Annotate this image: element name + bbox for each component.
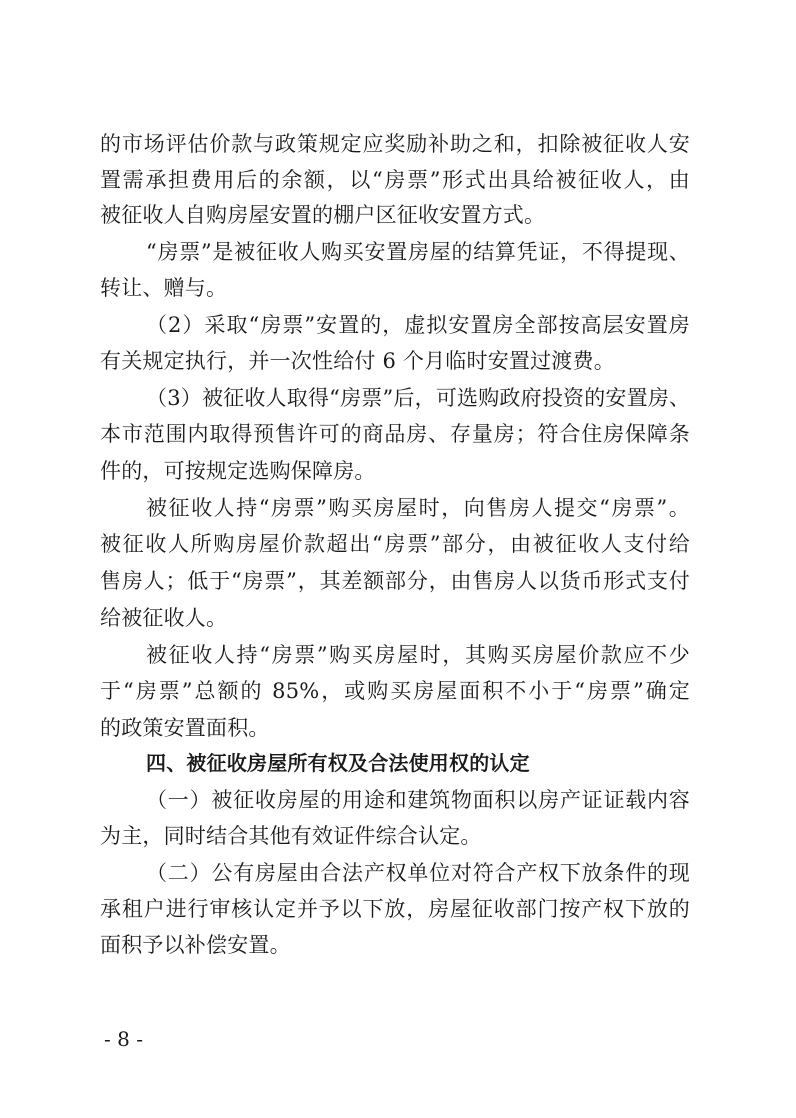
text-line: 置需承担费用后的余额，以“房票”形式出具给被征收人，由 bbox=[100, 168, 690, 192]
text-line: 转让、赠与。 bbox=[100, 276, 228, 300]
page-number: - 8 - bbox=[104, 1027, 143, 1051]
text-line: 面积予以补偿安置。 bbox=[100, 933, 291, 957]
text-line: 被征收人自购房屋安置的棚户区征收安置方式。 bbox=[100, 203, 546, 227]
text-line: （3）被征收人取得“房票”后，可选购政府投资的安置房、 bbox=[146, 386, 691, 410]
section-heading: 四、被征收房屋所有权及合法使用权的认定 bbox=[146, 751, 530, 775]
text-line: 被征收人持“房票”购买房屋时，向售房人提交“房票”。 bbox=[146, 496, 690, 520]
text-line: 于“房票”总额的 85%，或购买房屋面积不小于“房票”确定 bbox=[100, 679, 690, 703]
text-line: “房票”是被征收人购买安置房屋的结算凭证，不得提现、 bbox=[146, 240, 690, 264]
text-line: 的政策安置面积。 bbox=[100, 716, 270, 740]
text-line: 售房人；低于“房票”，其差额部分，由售房人以货币形式支付 bbox=[100, 569, 690, 593]
text-line: 件的，可按规定选购保障房。 bbox=[100, 459, 376, 483]
text-line: 被征收人持“房票”购买房屋时，其购买房屋价款应不少 bbox=[146, 643, 690, 667]
text-line: 被征收人所购房屋价款超出“房票”部分，由被征收人支付给 bbox=[100, 532, 690, 556]
text-line: 本市范围内取得预售许可的商品房、存量房；符合住房保障条 bbox=[100, 422, 690, 446]
text-line: 有关规定执行，并一次性给付 6 个月临时安置过渡费。 bbox=[100, 349, 615, 373]
text-line: 给被征收人。 bbox=[100, 606, 228, 630]
text-line: 的市场评估价款与政策规定应奖励补助之和，扣除被征收人安 bbox=[100, 132, 690, 156]
text-line: （2）采取“房票”安置的，虚拟安置房全部按高层安置房 bbox=[146, 313, 690, 337]
text-line: 承租户进行审核认定并予以下放，房屋征收部门按产权下放的 bbox=[100, 897, 690, 921]
text-line: （一）被征收房屋的用途和建筑物面积以房产证证载内容 bbox=[146, 788, 690, 812]
text-line: 为主，同时结合其他有效证件综合认定。 bbox=[100, 824, 482, 848]
text-line: （二）公有房屋由合法产权单位对符合产权下放条件的现 bbox=[146, 861, 690, 885]
